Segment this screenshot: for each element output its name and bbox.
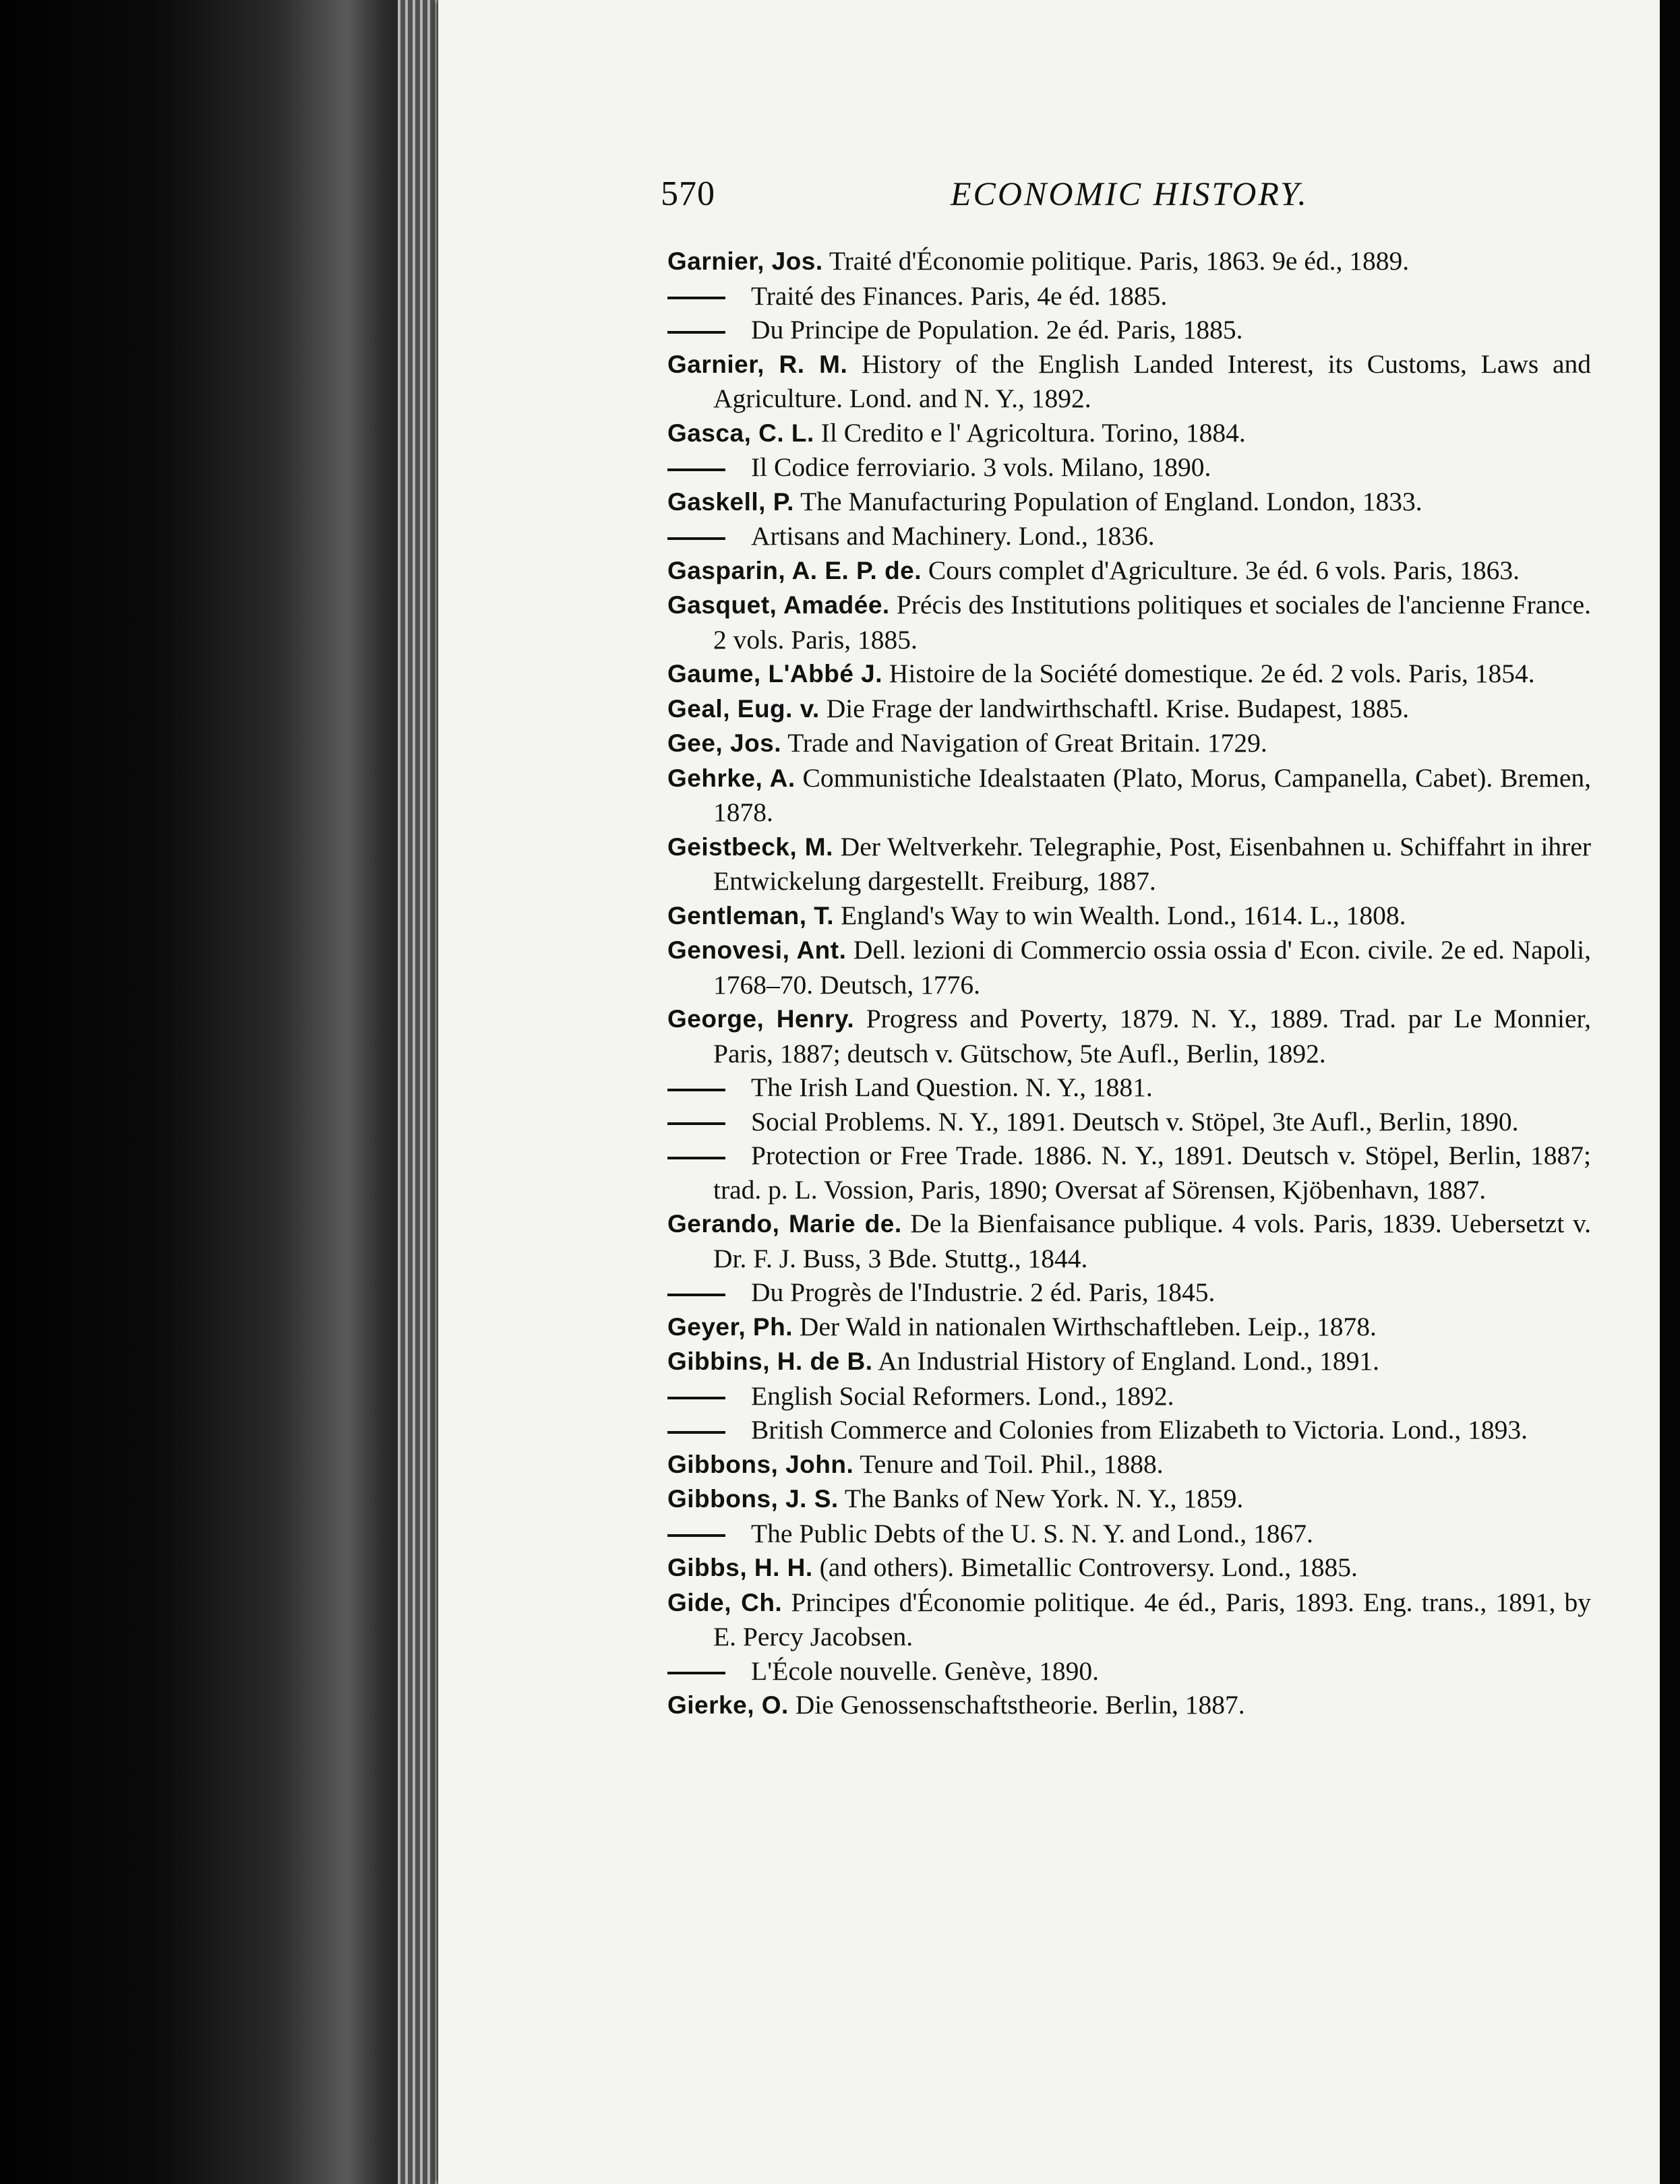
entry-text: Communistiche Idealstaaten (Plato, Morus, Campanella, Cabet). Bremen, 1878. <box>713 762 1591 827</box>
ditto-dash <box>667 1534 725 1537</box>
bibliography-entry <box>667 553 1591 588</box>
bibliography-entry <box>667 1139 1591 1207</box>
bibliography-entry <box>667 1379 1591 1414</box>
entry-author: Gibbins, H. de B. <box>667 1347 873 1375</box>
bibliography-entry <box>667 279 1591 313</box>
entry-author: Gaume, L'Abbé J. <box>667 660 883 688</box>
bibliography-entry <box>667 1207 1591 1275</box>
bibliography-entry <box>667 1447 1591 1482</box>
entry-text: Précis des Institutions politiques et sociales de l'ancienne France. 2 vols. Paris, 1885. <box>713 590 1591 655</box>
entry-author: Gibbs, H. H. <box>667 1554 813 1581</box>
entry-text: Dell. lezioni di Commercio ossia ossia d' Econ. civile. 2e ed. Napoli, 1768–70. Deutsch, 1776. <box>713 935 1591 1000</box>
entry-text: The Manufacturing Population of England. London, 1833. <box>793 486 1422 516</box>
entry-text: Social Problems. N. Y., 1891. Deutsch v. Stöpel, 3te Aufl., Berlin, 1890. <box>751 1106 1519 1136</box>
bibliography-entry <box>667 1105 1591 1139</box>
entry-author: Geistbeck, M. <box>667 832 833 861</box>
entry-text: Trade and Navigation of Great Britain. 1729. <box>781 728 1267 758</box>
bibliography-entry <box>667 761 1591 830</box>
bibliography-entry <box>667 485 1591 520</box>
entry-text: (and others). Bimetallic Controversy. Lond., 1885. <box>812 1552 1358 1582</box>
entry-author: Gasparin, A. E. P. de. <box>667 556 922 584</box>
entry-author: Gee, Jos. <box>667 729 782 757</box>
bibliography-entry <box>667 450 1591 485</box>
bibliography-entry <box>667 1310 1591 1345</box>
entry-text: De la Bienfaisance publique. 4 vols. Paris, 1839. Uebersetzt v. Dr. F. J. Buss, 3 Bde. Stuttg., 1844. <box>713 1209 1592 1273</box>
bibliography-entry <box>667 692 1591 727</box>
scan-left-margin <box>0 0 445 2184</box>
bibliography-entry <box>667 830 1591 899</box>
entry-text: History of the English Landed Interest, its Customs, Laws and Agriculture. Lond. and N. Y., 1892. <box>713 348 1591 413</box>
bibliography-list <box>667 244 1591 1723</box>
bibliography-entry <box>667 1688 1591 1723</box>
entry-author: Garnier, Jos. <box>667 247 823 275</box>
bibliography-entry <box>667 657 1591 692</box>
bibliography-entry <box>667 347 1591 416</box>
scan-right-margin <box>1660 0 1680 2184</box>
entry-text: English Social Reformers. Lond., 1892. <box>751 1381 1174 1411</box>
ditto-dash <box>667 537 725 540</box>
bibliography-entry <box>667 1002 1591 1070</box>
entry-author: Gerando, Marie de. <box>667 1210 902 1238</box>
entry-author: Gierke, O. <box>667 1691 789 1719</box>
bibliography-entry <box>667 1654 1591 1689</box>
running-head: ECONOMIC HISTORY. <box>951 175 1309 212</box>
page-number: 570 <box>661 175 715 213</box>
entry-text: Du Progrès de l'Industrie. 2 éd. Paris, 1845. <box>751 1277 1216 1307</box>
bibliography-entry <box>667 416 1591 451</box>
entry-author: Gentleman, T. <box>667 901 835 930</box>
bibliography-entry <box>667 1517 1591 1551</box>
bibliography-entry <box>667 1344 1591 1379</box>
entry-author: Gide, Ch. <box>667 1588 783 1616</box>
ditto-dash <box>667 468 725 471</box>
entry-text: Cours complet d'Agriculture. 3e éd. 6 vols. Paris, 1863. <box>922 555 1520 585</box>
bibliography-entry <box>667 1482 1591 1517</box>
bibliography-entry <box>667 1070 1591 1105</box>
ditto-dash <box>667 1397 725 1399</box>
entry-text: Der Weltverkehr. Telegraphie, Post, Eisenbahnen u. Schiffahrt in ihrer Entwickelung dargestellt. Freiburg, 1887. <box>713 831 1592 896</box>
entry-author: Garnier, R. M. <box>667 350 848 378</box>
entry-author: Geyer, Ph. <box>667 1312 793 1341</box>
bibliography-entry <box>667 726 1591 761</box>
entry-author: Gibbons, John. <box>667 1450 854 1478</box>
page-header <box>661 174 1335 221</box>
entry-author: Gasca, C. L. <box>667 419 814 447</box>
ditto-dash <box>667 1431 725 1434</box>
entry-text: Die Frage der landwirthschaftl. Krise. Budapest, 1885. <box>819 693 1410 723</box>
entry-text: The Banks of New York. N. Y., 1859. <box>838 1484 1244 1513</box>
entry-text: British Commerce and Colonies from Elizabeth to Victoria. Lond., 1893. <box>751 1415 1528 1445</box>
ditto-dash <box>667 1672 725 1674</box>
bibliography-entry <box>667 313 1591 347</box>
entry-text: Il Credito e l' Agricoltura. Torino, 1884. <box>814 417 1246 448</box>
ditto-dash <box>667 1294 725 1296</box>
entry-author: Gehrke, A. <box>667 764 796 792</box>
entry-text: Du Principe de Population. 2e éd. Paris, 1885. <box>751 315 1243 344</box>
entry-author: Gaskell, P. <box>667 487 794 516</box>
entry-text: The Public Debts of the U. S. N. Y. and Lond., 1867. <box>751 1518 1313 1548</box>
entry-text: L'École nouvelle. Genève, 1890. <box>751 1656 1100 1686</box>
entry-text: Traité des Finances. Paris, 4e éd. 1885. <box>751 280 1168 311</box>
ditto-dash <box>667 1089 725 1091</box>
entry-author: George, Henry. <box>667 1005 855 1033</box>
bibliography-entry <box>667 519 1591 553</box>
entry-text: England's Way to win Wealth. Lond., 1614. L., 1808. <box>834 900 1406 930</box>
ditto-dash <box>667 1157 725 1159</box>
bibliography-entry <box>667 1550 1591 1585</box>
entry-text: Artisans and Machinery. Lond., 1836. <box>751 521 1155 551</box>
entry-text: Il Codice ferroviario. 3 vols. Milano, 1890. <box>751 452 1211 482</box>
bibliography-entry <box>667 1413 1591 1447</box>
entry-text: Der Wald in nationalen Wirthschaftleben. Leip., 1878. <box>793 1311 1377 1341</box>
entry-author: Gibbons, J. S. <box>667 1485 839 1513</box>
entry-text: Histoire de la Société domestique. 2e éd. 2 vols. Paris, 1854. <box>882 659 1535 688</box>
entry-text: Protection or Free Trade. 1886. N. Y., 1891. Deutsch v. Stöpel, Berlin, 1887; trad. p. L. Vossion, Paris, 1890; Oversat af Sörensen, Kjöbenhavn, 1887. <box>713 1141 1591 1205</box>
entry-text: The Irish Land Question. N. Y., 1881. <box>751 1072 1153 1102</box>
entry-text: An Industrial History of England. Lond., 1891. <box>872 1346 1380 1376</box>
entry-text: Die Genossenschaftstheorie. Berlin, 1887. <box>788 1690 1245 1720</box>
entry-text: Principes d'Économie politique. 4e éd., Paris, 1893. Eng. trans., 1891, by E. Percy Jacobsen. <box>713 1587 1592 1651</box>
entry-text: Tenure and Toil. Phil., 1888. <box>853 1449 1164 1479</box>
ditto-dash <box>667 297 725 299</box>
bibliography-entry <box>667 244 1591 279</box>
entry-author: Genovesi, Ant. <box>667 936 847 964</box>
bibliography-entry <box>667 899 1591 934</box>
bibliography-entry <box>667 933 1591 1002</box>
ditto-dash <box>667 331 725 334</box>
entry-author: Geal, Eug. v. <box>667 694 820 723</box>
entry-text: Traité d'Économie politique. Paris, 1863. 9e éd., 1889. <box>822 246 1410 276</box>
entry-text: Progress and Poverty, 1879. N. Y., 1889. Trad. par Le Monnier, Paris, 1887; deutsch v. Gütschow, 5te Aufl., Berlin, 1892. <box>713 1004 1591 1068</box>
entry-author: Gasquet, Amadée. <box>667 591 890 619</box>
bibliography-entry <box>667 1585 1591 1654</box>
bibliography-entry <box>667 588 1591 657</box>
ditto-dash <box>667 1122 725 1125</box>
bibliography-entry <box>667 1275 1591 1310</box>
